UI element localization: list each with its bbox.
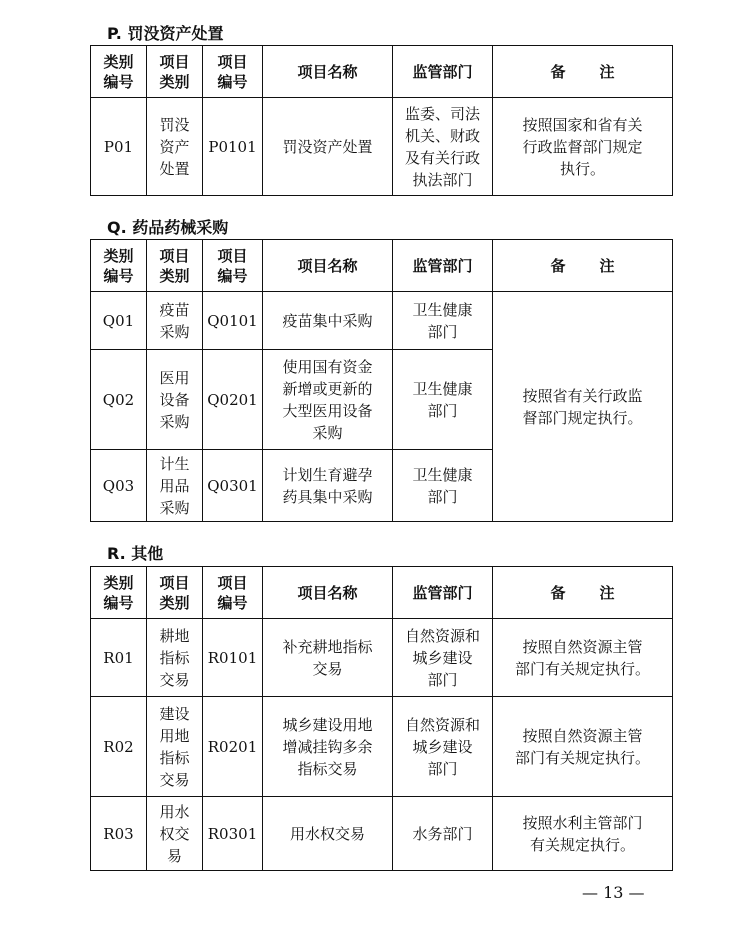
cell-item-type: 耕地 指标 交易 xyxy=(147,619,203,697)
cell-item-type: 医用 设备 采购 xyxy=(147,350,203,450)
cell-category-code: Q03 xyxy=(91,450,147,522)
table-p xyxy=(90,45,673,196)
cell-notes: 按照水利主管部门 有关规定执行。 xyxy=(493,797,673,871)
cell-category-code: R01 xyxy=(91,619,147,697)
cell-supervisor: 卫生健康 部门 xyxy=(393,350,493,450)
header-category-code: 类别 编号 xyxy=(91,240,147,292)
cell-notes: 按照国家和省有关 行政监督部门规定 执行。 xyxy=(493,98,673,196)
table-header-row xyxy=(91,567,673,619)
header-supervisor: 监管部门 xyxy=(393,46,493,98)
cell-item-code: Q0301 xyxy=(203,450,263,522)
header-item-type: 项目 类别 xyxy=(147,567,203,619)
cell-item-type: 计生 用品 采购 xyxy=(147,450,203,522)
cell-supervisor: 卫生健康 部门 xyxy=(393,450,493,522)
cell-category-code: R03 xyxy=(91,797,147,871)
header-category-code: 类别 编号 xyxy=(91,567,147,619)
cell-item-code: R0201 xyxy=(203,697,263,797)
cell-item-code: R0301 xyxy=(203,797,263,871)
table-q xyxy=(90,239,673,522)
cell-item-code: Q0201 xyxy=(203,350,263,450)
table-r xyxy=(90,566,673,871)
page-number: — 13 — xyxy=(582,883,645,902)
cell-item-type: 疫苗 采购 xyxy=(147,292,203,350)
cell-notes: 按照省有关行政监 督部门规定执行。 xyxy=(493,292,673,522)
section-heading-q: Q. 药品药械采购 xyxy=(107,218,229,237)
table-row xyxy=(91,797,673,871)
cell-supervisor: 监委、司法 机关、财政 及有关行政 执法部门 xyxy=(393,98,493,196)
cell-category-code: P01 xyxy=(91,98,147,196)
header-item-type: 项目 类别 xyxy=(147,240,203,292)
cell-item-type: 建设 用地 指标 交易 xyxy=(147,697,203,797)
header-supervisor: 监管部门 xyxy=(393,567,493,619)
cell-item-type: 用水 权交 易 xyxy=(147,797,203,871)
header-notes: 备 注 xyxy=(493,567,673,619)
header-category-code: 类别 编号 xyxy=(91,46,147,98)
cell-supervisor: 自然资源和 城乡建设 部门 xyxy=(393,697,493,797)
header-item-name: 项目名称 xyxy=(263,240,393,292)
table-row xyxy=(91,619,673,697)
cell-supervisor: 水务部门 xyxy=(393,797,493,871)
table-row xyxy=(91,697,673,797)
header-item-type: 项目 类别 xyxy=(147,46,203,98)
table-header-row xyxy=(91,46,673,98)
cell-item-code: R0101 xyxy=(203,619,263,697)
header-item-name: 项目名称 xyxy=(263,46,393,98)
header-item-code: 项目 编号 xyxy=(203,567,263,619)
header-item-code: 项目 编号 xyxy=(203,240,263,292)
cell-supervisor: 自然资源和 城乡建设 部门 xyxy=(393,619,493,697)
table-header-row xyxy=(91,240,673,292)
header-item-name: 项目名称 xyxy=(263,567,393,619)
table-row xyxy=(91,98,673,196)
cell-item-code: Q0101 xyxy=(203,292,263,350)
cell-category-code: Q02 xyxy=(91,350,147,450)
cell-item-type: 罚没 资产 处置 xyxy=(147,98,203,196)
cell-category-code: Q01 xyxy=(91,292,147,350)
header-item-code: 项目 编号 xyxy=(203,46,263,98)
header-notes: 备 注 xyxy=(493,46,673,98)
section-heading-p: P. 罚没资产处置 xyxy=(107,24,224,43)
table-row xyxy=(91,292,673,350)
cell-item-name: 城乡建设用地 增减挂钩多余 指标交易 xyxy=(263,697,393,797)
section-heading-r: R. 其他 xyxy=(107,544,164,563)
cell-item-name: 罚没资产处置 xyxy=(263,98,393,196)
cell-item-code: P0101 xyxy=(203,98,263,196)
cell-supervisor: 卫生健康 部门 xyxy=(393,292,493,350)
cell-item-name: 疫苗集中采购 xyxy=(263,292,393,350)
header-supervisor: 监管部门 xyxy=(393,240,493,292)
cell-category-code: R02 xyxy=(91,697,147,797)
cell-item-name: 用水权交易 xyxy=(263,797,393,871)
cell-notes: 按照自然资源主管 部门有关规定执行。 xyxy=(493,697,673,797)
cell-item-name: 使用国有资金 新增或更新的 大型医用设备 采购 xyxy=(263,350,393,450)
cell-item-name: 补充耕地指标 交易 xyxy=(263,619,393,697)
header-notes: 备 注 xyxy=(493,240,673,292)
cell-notes: 按照自然资源主管 部门有关规定执行。 xyxy=(493,619,673,697)
cell-item-name: 计划生育避孕 药具集中采购 xyxy=(263,450,393,522)
